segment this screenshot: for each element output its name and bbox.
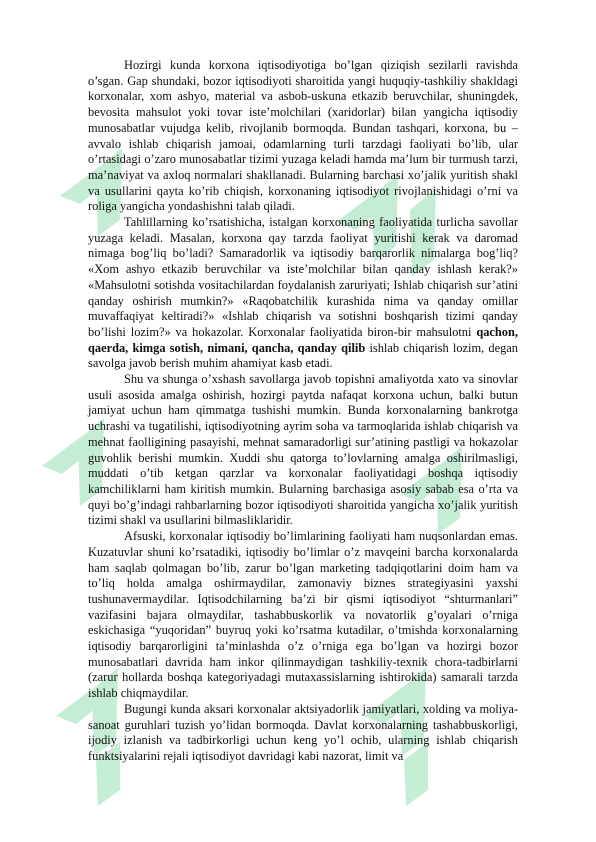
paragraph-1: Hozirgi kunda korxona iqtisodiyotiga bo’lgan qiziqish sezilarli ravishda o’sgan. Gap shundaki, bozor iqtisodiyoti sharoitida yangi huquqiy-tashkiliy shakldagi korxonalar, xom ashyo, material va asbob-uskuna etkazib beruvchilar, shuningdek, bevosita mahsulot yoki tovar iste’molchilari (xaridorlar) bilan yangicha iqtisodiy munosabatlar vujudga kelib, rivojlanib bormoqda. Bundan tashqari, korxona, bu – avvalo ishlab chiqarish jamoai, odamlarning turli tarzdagi faoliyati bo’lib, ular o’rtasidagi o’zaro munosabatlar tizimi yuzaga keladi hamda ma’lum bir turmush tarzi, ma’naviyat va axloq normalari shakllanadi. Bularning barchasi xo’jalik yuritish shakl va usullarini qayta ko’rib chiqish, korxonaning iqtisodiyot rivojlanishidagi o’rni va roliga yangicha yondashishni talab qiladi. <box>88 58 518 214</box>
paragraph-2-text-end: ishlab chiqarish lozim, degan savolga javob berish muhim ahamiyat kasb etadi. <box>88 340 518 371</box>
document-body <box>88 58 518 765</box>
paragraph-3: Shu va shunga o’xshash savollarga javob topishni amaliyotda xato va sinovlar usuli asosida amalga oshirish, hozirgi paytda nafaqat korxona uchun, balki butun jamiyat uchun ham qimmatga tushishi mumkin. Bunda korxonalarning bankrotga uchrashi va tugatilishi, iqtisodiyotning ayrim soha va tarmoqlarida ishlab chiqarish va mehnat faolligining pasayishi, mehnat samaradorligi sur’atining pastligi va hokazolar guvohlik berishi mumkin. Xuddi shu qatorga to’lovlarning amalga oshirilmasligi, muddati o’tib ketgan qarzlar va korxonalar faoliyatidagi boshqa iqtisodiy kamchiliklarni ham kiritish mumkin. Bularning barchasiga asosiy sabab esa o’rta va quyi bo’g’indagi rahbarlarning bozor iqtisodiyoti sharoitida yangicha xo’jalik yuritish tizimi shakl va usullarini bilmasliklaridir. <box>88 372 518 528</box>
paragraph-2 <box>88 215 518 372</box>
paragraph-4: Afsuski, korxonalar iqtisodiy bo’limlarining faoliyati ham nuqsonlardan emas. Kuzatuvlar shuni ko’rsatadiki, iqtisodiy bo’limlar o’z mavqeini barcha korxonalarda ham saqlab qolmagan bo’lib, zarur bo’lgan marketing tadqiqotlarini doim ham va to’liq holda amalga oshirmaydilar, zamonaviy biznes strategiyasini yaxshi tushunavermaydilar. Iqtisodchilarning ba’zi bir qismi iqtisodiyot “shturmanlari” vazifasini bajara olmaydilar, tashabbuskorlik va novatorlik g’oyalari o’rniga eskichasiga “yuqoridan” buyruq yoki ko’rsatma kutadilar, o’tmishda korxonalarning iqtisodiy barqarorligini ta’minlashda o’z o’rniga ega bo’lgan va hozirgi bozor munosabatlari davrida ham inkor qilinmaydigan tashkiliy-texnik chora-tadbirlarni (zarur hollarda boshqa kategoriyadagi mutaxassislarning ishtirokida) samarali tarzda ishlab chiqmaydilar. <box>88 529 518 701</box>
paragraph-2-text-start: Tahlillarning ko’rsatishicha, istalgan korxonaning faoliyatida turlicha savollar yuzaga keladi. Masalan, korxona qay tarzda faoliyat yuritishi kerak va daromad nimaga bog’liq bo’ladi? Samaradorlik va iqtisodiy barqarorlik nimalarga bog’liq? «Xom ashyo etkazib beruvchilar va iste’molchilar bilan qanday ishlash kerak?» «Mahsulotni sotishda vositachilardan foydalanish zaruriyati; Ishlab chiqarish sur’atini qanday oshirish mumkin?» «Raqobatchilik kurashida nima va qanday omillar muvaffaqiyat keltiradi?» «Ishlab chiqarish va sotishni boshqarish tizimi qanday bo’lishi lozim?» va hokazolar. Korxonalar faoliyatida biron-bir mahsulotni <box>88 215 518 339</box>
paragraph-5: Bugungi kunda aksari korxonalar aktsiyadorlik jamiyatlari, xolding va moliya-sanoat guruhlari tuzish yo’lidan bormoqda. Davlat korxonalarning tashabbuskorligi, ijodiy izlanish va tadbirkorligi uchun keng yo’l ochib, ularning ishlab chiqarish funktsiyalarini rejali iqtisodiyot davridagi kabi nazorat, limit va <box>88 701 518 763</box>
paragraph-2-bold-phrase: qachon, qaerda, kimga sotish, nimani, qancha, qanday qilib <box>88 324 518 355</box>
